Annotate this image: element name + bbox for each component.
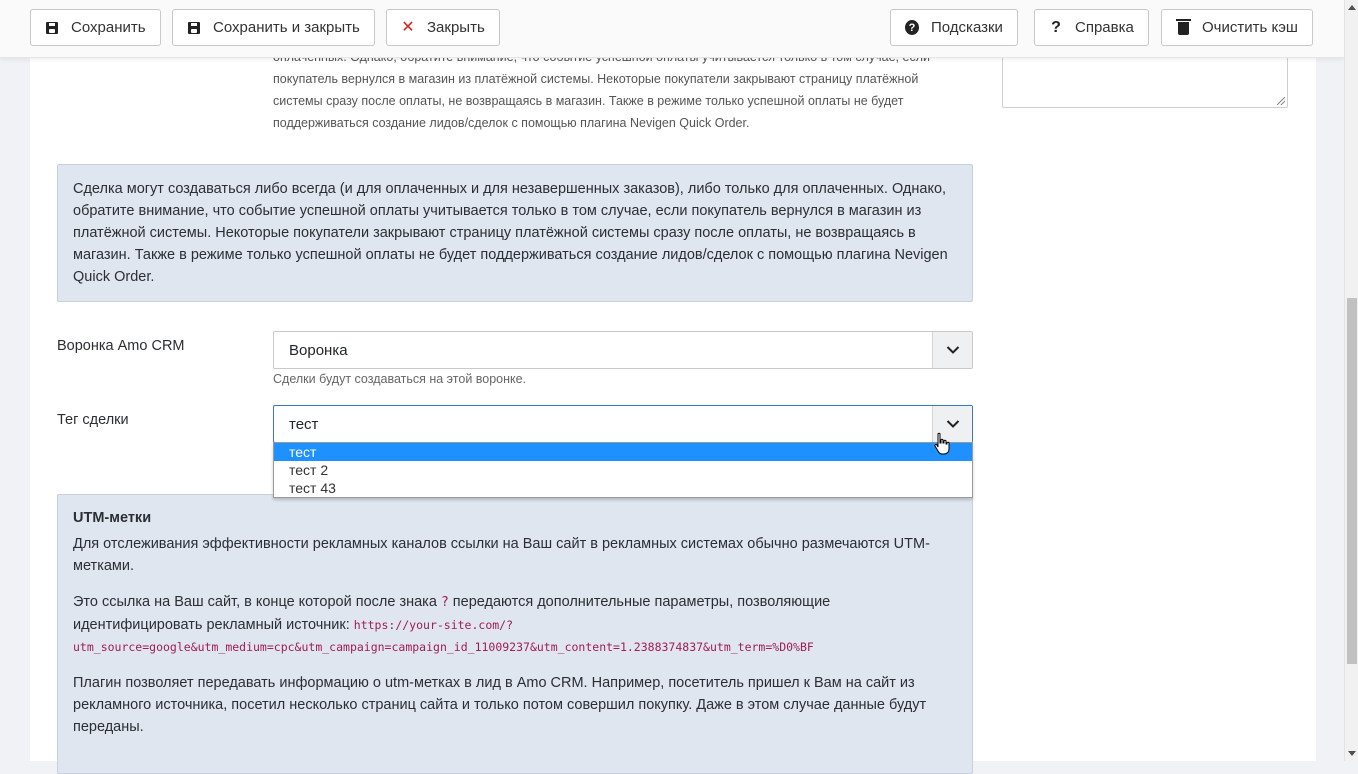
question-icon: ? [1051, 18, 1061, 36]
hints-button[interactable] [890, 9, 1018, 46]
chevron-down-icon[interactable] [932, 332, 972, 368]
utm-paragraph-3: Плагин позволяет передавать информацию о utm-метках в лид в Amo CRM. Например, посетитель пришел к Вам на сайт из рекламного источника, посетил несколько страниц сайта и только потом совершил покупку. Даже в этом случае данные будут переданы. [73, 675, 927, 735]
utm-alert-title: UTM-метки [73, 510, 152, 526]
save-icon [45, 21, 59, 35]
info-alert [57, 164, 973, 302]
field-description [273, 46, 963, 134]
hints-label: Подсказки [931, 19, 1003, 36]
scroll-up-icon[interactable] [1348, 5, 1356, 10]
resize-handle[interactable] [1277, 97, 1285, 105]
clear-cache-label: Очистить кэш [1202, 19, 1298, 36]
funnel-label: Воронка Amo CRM [57, 338, 185, 354]
description-line: поддерживаться создание лидов/сделок с помощью плагина Nevigen Quick Order. [273, 116, 750, 130]
toolbar [0, 0, 1344, 58]
info-alert-text: Сделка могут создаваться либо всегда (и для оплаченных и для незавершенных заказов), либо только для оплаченных. Однако, обратите внимание, что событие успешной оплаты учитывается только в том случае, если покупатель вернулся в магазин из платёжной системы. Некоторые покупатели закрывают страницу платёжной системы сразу после оплаты, не возвращаясь в магазин. Также в режиме только успешной оплаты не будет поддерживаться создание лидов/сделок с помощью плагина Nevigen Quick Order. [73, 181, 948, 285]
question-circle-icon: ? [905, 21, 919, 35]
tag-select[interactable] [273, 405, 973, 443]
close-button[interactable] [386, 9, 500, 46]
clear-cache-button[interactable] [1161, 9, 1313, 46]
dropdown-option[interactable]: тест 43 [289, 480, 336, 496]
save-icon [187, 21, 201, 35]
funnel-hint: Сделки будут создаваться на этой воронке. [273, 372, 527, 386]
page-scrollbar[interactable] [1344, 0, 1358, 761]
scrollbar-thumb[interactable] [1347, 298, 1357, 664]
dropdown-option[interactable]: тест 2 [289, 462, 329, 478]
utm-url-example: https://your-site.com/? [353, 618, 514, 632]
save-label: Сохранить [71, 19, 146, 36]
question-sign: ? [440, 595, 449, 610]
utm-alert [57, 494, 973, 774]
utm-paragraph-2-text: передаются дополнительные параметры, позволяющие идентифицировать рекламный источник: [73, 594, 831, 633]
funnel-select-value: Воронка [289, 341, 348, 359]
scroll-down-icon[interactable] [1348, 751, 1356, 756]
close-label: Закрыть [427, 19, 485, 36]
trash-icon [1176, 21, 1190, 35]
help-label: Справка [1075, 19, 1134, 36]
funnel-select[interactable] [273, 331, 973, 369]
help-button[interactable] [1034, 9, 1149, 46]
tag-label: Тег сделки [57, 412, 129, 428]
save-and-close-button[interactable] [172, 9, 375, 46]
dropdown-option[interactable]: тест [274, 443, 972, 461]
tag-select-value: тест [289, 415, 319, 433]
tag-dropdown-list [273, 442, 973, 498]
save-button[interactable] [30, 9, 161, 46]
description-line: системы сразу после оплаты, не возвращаясь в магазин. Также в режиме только успешной оплаты не будет [273, 94, 904, 108]
close-icon: ✕ [401, 18, 415, 36]
utm-paragraph-1: Для отслеживания эффективности рекламных каналов ссылки на Ваш сайт в рекламных системах обычно размечаются UTM-метками. [73, 536, 930, 574]
utm-url-example: utm_source=google&utm_medium=cpc&utm_campaign=campaign_id_11009237&utm_content=1.2388374837&utm_term=%D0%BF [73, 640, 814, 654]
save-and-close-label: Сохранить и закрыть [213, 19, 360, 36]
utm-paragraph-2 [73, 591, 957, 658]
utm-paragraph-2-text: Это ссылка на Ваш сайт, в конце которой после знака [73, 594, 437, 610]
hand-cursor-icon [933, 432, 951, 456]
description-line: покупатель вернулся в магазин из платёжной системы. Некоторые покупатели закрывают страницу платёжной [273, 72, 919, 86]
